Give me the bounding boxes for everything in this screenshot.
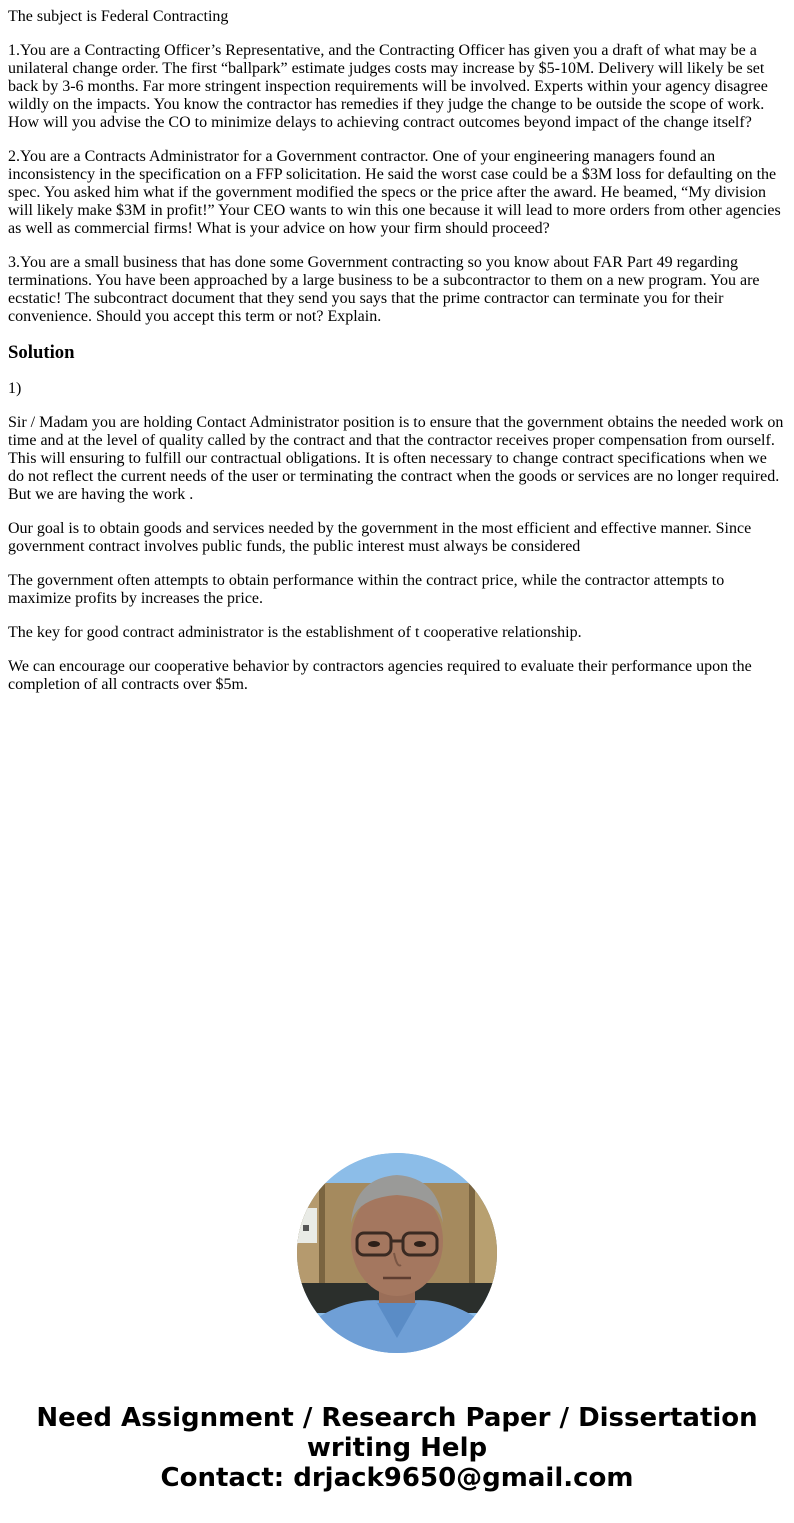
solution-heading: Solution [8, 342, 75, 363]
promo-contact: Contact: drjack9650@gmail.com [160, 1463, 634, 1493]
promo-banner [0, 1403, 794, 1493]
question-2: 2.You are a Contracts Administrator for a Government contractor. One of your engineering managers found an inconsistency in the specification on a FFP solicitation. He said the worst case could be a $3M loss for defaulting on the spec. You asked him what if the government modified the specs or the price after the award. He beamed, “My division will likely make $3M in profit!” Your CEO wants to win this one because it will lead to more orders from other agencies as well as commercial firms! What is your advice on how your firm should proceed? [8, 148, 781, 237]
avatar [297, 1153, 497, 1353]
solution-paragraph: The government often attempts to obtain performance within the contract price, while the contractor attempts to maximize profits by increases the price. [8, 572, 725, 607]
person-photo-icon [297, 1153, 497, 1353]
promo-line-2: writing Help [306, 1433, 488, 1463]
promo-line-1: Need Assignment / Research Paper / Dissertation [36, 1403, 758, 1433]
document-body [8, 8, 786, 710]
question-3: 3.You are a small business that has done some Government contracting so you know about FAR Part 49 regarding terminations. You have been approached by a large business to be a subcontractor to them on a new program. You are ecstatic! The subcontract document that they send you says that the prime contractor can terminate you for their convenience. Should you accept this term or not? Explain. [8, 254, 760, 325]
solution-paragraph: We can encourage our cooperative behavior by contractors agencies required to evaluate their performance upon the completion of all contracts over $5m. [8, 658, 752, 693]
solution-paragraph: Sir / Madam you are holding Contact Administrator position is to ensure that the government obtains the needed work on time and at the level of quality called by the contract and that the contractor receives proper compensation from ourself. This will ensuring to fulfill our contractual obligations. It is often necessary to change contract specifications when we do not reflect the current needs of the user or terminating the contract when the goods or services are no longer required. But we are having the work . [8, 414, 784, 503]
subject-line: The subject is Federal Contracting [8, 8, 229, 25]
solution-paragraph: Our goal is to obtain goods and services needed by the government in the most efficient and effective manner. Since government contract involves public funds, the public interest must always be considered [8, 520, 752, 555]
solution-paragraph: The key for good contract administrator is the establishment of t cooperative relationship. [8, 624, 582, 641]
question-1: 1.You are a Contracting Officer’s Representative, and the Contracting Officer has given you a draft of what may be a unilateral change order. The first “ballpark” estimate judges costs may increase by $5-10M. Delivery will likely be set back by 3-6 months. Far more stringent inspection requirements will be involved. Experts within your agency disagree wildly on the impacts. You know the contractor has remedies if they judge the change to be outside the scope of work. How will you advise the CO to minimize delays to achieving contract outcomes beyond impact of the change itself? [8, 42, 768, 131]
solution-number: 1) [8, 380, 22, 397]
